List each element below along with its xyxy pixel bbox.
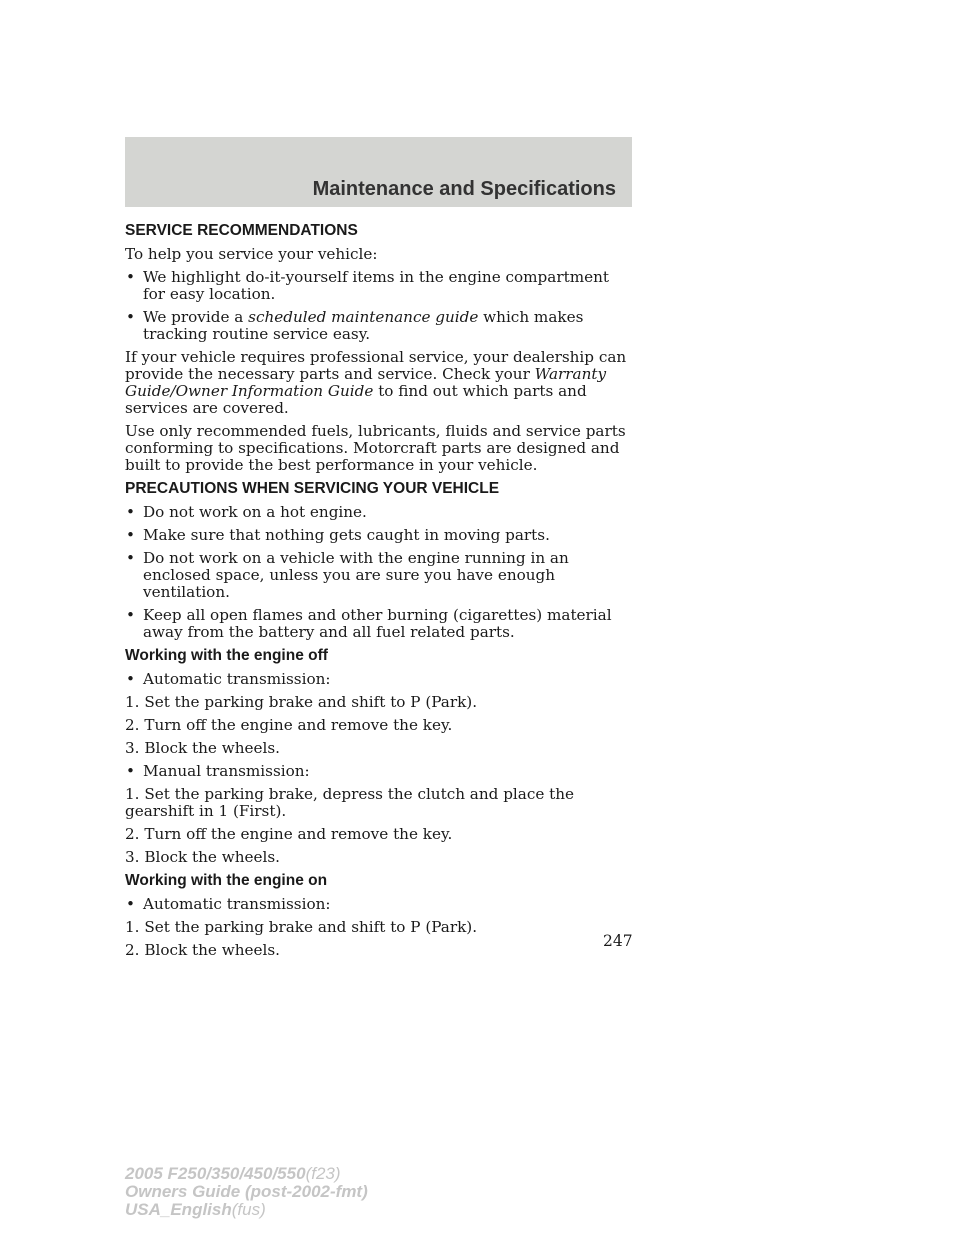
bullet-item: • Automatic transmission: <box>125 896 635 913</box>
step-item: 3. Block the wheels. <box>125 739 280 757</box>
text-run: If your vehicle requires professional service, your dealership can provide the necessary parts and service. Check your <box>125 348 627 383</box>
step-item: 1. Set the parking brake and shift to P (Park). <box>125 693 478 711</box>
bullet-item: • Manual transmission: <box>125 763 635 780</box>
text-run: to find out which parts and services are covered. <box>125 382 587 417</box>
bullet-item: • Do not work on a hot engine. <box>125 504 635 521</box>
bullet-item: • Automatic transmission: <box>125 671 635 688</box>
heading-service-recommendations: SERVICE RECOMMENDATIONS <box>125 222 358 239</box>
document-footer <box>125 1165 368 1219</box>
bullet-item: • Keep all open flames and other burning (cigarettes) material away from the battery and all fuel related parts. <box>125 607 635 641</box>
bullet-item: • Do not work on a vehicle with the engine running in an enclosed space, unless you are sure you have enough ventilation. <box>125 550 635 601</box>
footer-language-code: (fus) <box>231 1200 266 1219</box>
section-title: Maintenance and Specifications <box>312 178 616 200</box>
step-item: 1. Set the parking brake and shift to P (Park). <box>125 918 478 936</box>
header-band <box>125 137 632 207</box>
emphasis-text: Warranty Guide/Owner Information Guide <box>125 365 607 400</box>
heading-engine-on: Working with the engine on <box>125 872 328 889</box>
step-item: 2. Turn off the engine and remove the key. <box>125 825 453 843</box>
heading-engine-off: Working with the engine off <box>125 647 328 664</box>
bullet-item: • We highlight do-it-yourself items in the engine compartment for easy location. <box>125 269 635 303</box>
paragraph: Use only recommended fuels, lubricants, fluids and service parts conforming to specifications. Motorcraft parts are designed and built to provide the best performance in your vehicle. <box>125 422 626 474</box>
footer-language: USA_English <box>125 1200 232 1219</box>
step-item: 1. Set the parking brake, depress the clutch and place the gearshift in 1 (First). <box>125 785 575 820</box>
footer-line <box>125 1165 368 1183</box>
footer-model-code: (f23) <box>305 1164 341 1183</box>
bullet-item <box>125 309 635 343</box>
footer-model: 2005 F250/350/450/550 <box>125 1164 306 1183</box>
page-content <box>125 222 635 965</box>
heading-precautions: PRECAUTIONS WHEN SERVICING YOUR VEHICLE <box>125 480 500 497</box>
text-run: which makes tracking routine service easy. <box>143 308 584 343</box>
emphasis-text: scheduled maintenance guide <box>248 308 479 326</box>
text-run: We provide a <box>143 308 249 326</box>
step-item: 2. Block the wheels. <box>125 941 280 959</box>
intro-text: To help you service your vehicle: <box>125 245 378 263</box>
step-item: 2. Turn off the engine and remove the key. <box>125 716 453 734</box>
page-number: 247 <box>603 932 633 950</box>
step-item: 3. Block the wheels. <box>125 848 280 866</box>
footer-line <box>125 1201 368 1219</box>
footer-line: Owners Guide (post-2002-fmt) <box>125 1182 368 1201</box>
paragraph <box>125 349 635 417</box>
bullet-item: • Make sure that nothing gets caught in moving parts. <box>125 527 635 544</box>
